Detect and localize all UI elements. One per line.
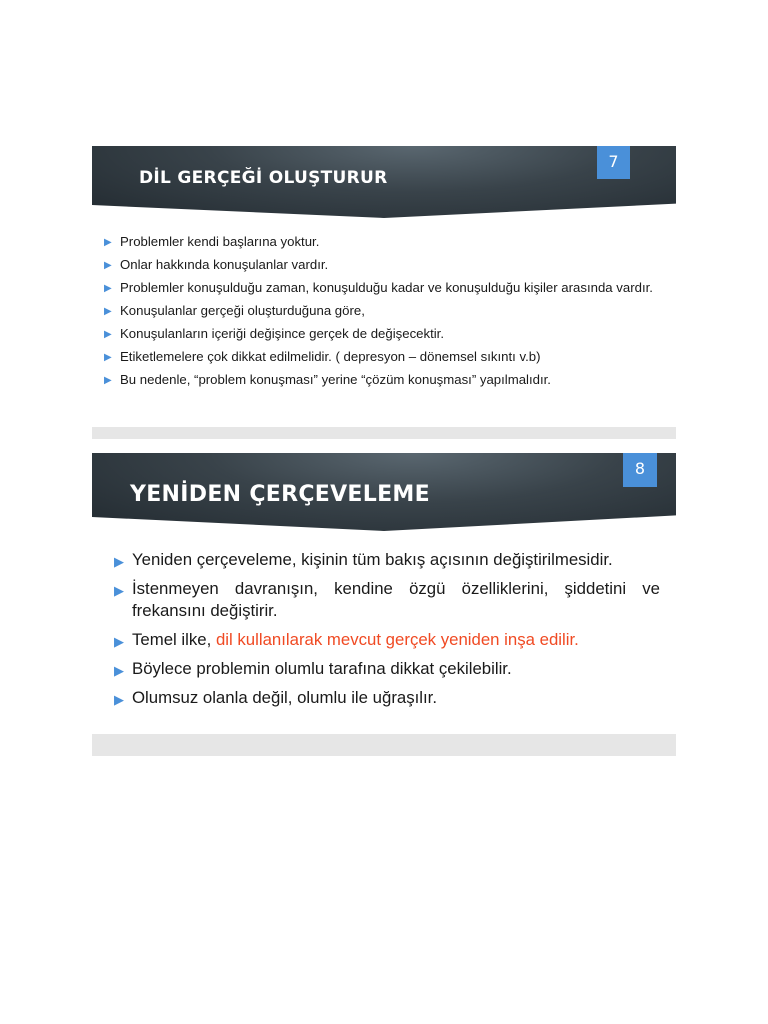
triangle-right-icon: ▶ bbox=[104, 283, 112, 294]
bullet-text: Olumsuz olanla değil, olumlu ile uğraşılır. bbox=[132, 688, 438, 707]
slide-number-badge: 8 bbox=[623, 453, 657, 487]
bullet-text: Konuşulanların içeriği değişince gerçek de değişecektir. bbox=[120, 326, 445, 341]
triangle-right-icon: ▶ bbox=[104, 375, 112, 386]
triangle-right-icon: ▶ bbox=[114, 663, 124, 678]
bullet-text: Etiketlemelere çok dikkat edilmelidir. ( depresyon – dönemsel sıkıntı v.b) bbox=[120, 349, 541, 364]
bullet-text: Böylece problemin olumlu tarafına dikkat çekilebilir. bbox=[132, 659, 512, 678]
triangle-right-icon: ▶ bbox=[114, 583, 124, 598]
slide-title: YENİDEN ÇERÇEVELEME bbox=[130, 482, 430, 507]
list-item bbox=[114, 629, 660, 651]
list-item bbox=[104, 349, 660, 365]
slide-footer bbox=[92, 734, 676, 756]
triangle-right-icon: ▶ bbox=[114, 554, 124, 569]
slide-title: DİL GERÇEĞİ OLUŞTURUR bbox=[139, 168, 388, 188]
bullet-text: Yeniden çerçeveleme, kişinin tüm bakış açısının değiştirilmesidir. bbox=[132, 550, 613, 569]
list-item bbox=[104, 234, 660, 250]
slide-8 bbox=[92, 453, 676, 756]
triangle-right-icon: ▶ bbox=[114, 634, 124, 649]
list-item bbox=[104, 303, 660, 319]
triangle-right-icon: ▶ bbox=[114, 692, 124, 707]
list-item bbox=[104, 280, 660, 296]
slide-7 bbox=[92, 146, 676, 439]
triangle-right-icon: ▶ bbox=[104, 352, 112, 363]
bullet-list bbox=[104, 234, 660, 395]
bullet-text: Problemler kendi başlarına yoktur. bbox=[120, 234, 320, 249]
bullet-text: Onlar hakkında konuşulanlar vardır. bbox=[120, 257, 329, 272]
bullet-text: Konuşulanlar gerçeği oluşturduğuna göre, bbox=[120, 303, 365, 318]
bullet-list bbox=[114, 549, 660, 716]
triangle-right-icon: ▶ bbox=[104, 260, 112, 271]
list-item bbox=[104, 257, 660, 273]
triangle-right-icon: ▶ bbox=[104, 306, 112, 317]
slide-footer bbox=[92, 427, 676, 439]
bullet-text: Bu nedenle, “problem konuşması” yerine “çözüm konuşması” yapılmalıdır. bbox=[120, 372, 551, 387]
slide-number-badge: 7 bbox=[597, 146, 630, 179]
triangle-right-icon: ▶ bbox=[104, 329, 112, 340]
highlighted-text: dil kullanılarak mevcut gerçek yeniden inşa edilir. bbox=[215, 630, 579, 649]
list-item bbox=[104, 326, 660, 342]
triangle-right-icon: ▶ bbox=[104, 237, 112, 248]
list-item bbox=[114, 578, 660, 622]
bullet-text: İstenmeyen davranışın, kendine özgü özelliklerini, şiddetini ve frekansını değiştirir. bbox=[132, 579, 660, 620]
list-item bbox=[104, 372, 660, 388]
list-item bbox=[114, 658, 660, 680]
bullet-text: Temel ilke, bbox=[132, 630, 216, 649]
bullet-text: Problemler konuşulduğu zaman, konuşulduğu kadar ve konuşulduğu kişiler arasında vardır. bbox=[120, 280, 653, 295]
list-item bbox=[114, 687, 660, 709]
list-item bbox=[114, 549, 660, 571]
